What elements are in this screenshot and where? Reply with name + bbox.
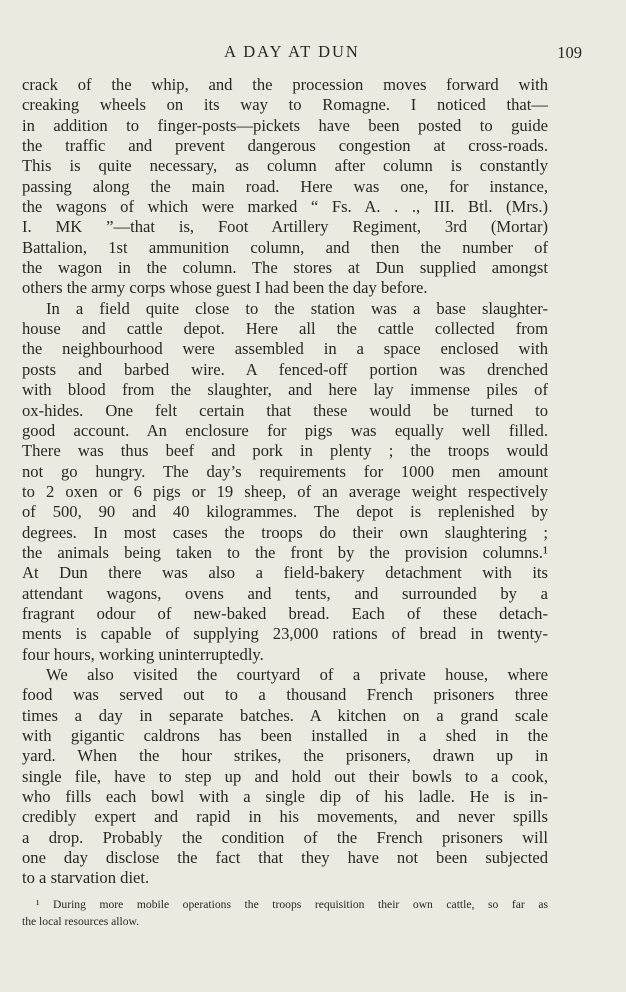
text-line: of 500, 90 and 40 kilogrammes. The depot is replenished by	[22, 502, 548, 522]
text-line: the wagon in the column. The stores at Dun supplied amongst	[22, 258, 548, 278]
text-line: four hours, working uninterruptedly.	[22, 644, 264, 664]
text-line: one day disclose the fact that they have not been subjected	[22, 848, 548, 868]
footnote-line: ¹ During more mobile operations the troops requisition their own cattle, so far as	[36, 898, 548, 911]
text-line: posts and barbed wire. A fenced-off portion was drenched	[22, 359, 548, 379]
text-line: others the army corps whose guest I had been the day before.	[22, 278, 428, 298]
text-line: In a field quite close to the station was a base slaughter-	[46, 298, 548, 318]
footnote	[22, 896, 548, 930]
text-line: house and cattle depot. Here all the cattle collected from	[22, 319, 548, 339]
text-line: the animals being taken to the front by the provision columns.¹	[22, 542, 548, 562]
text-line: who fills each bowl with a single dip of his ladle. He is in-	[22, 787, 548, 807]
text-line: ox-hides. One felt certain that these would be turned to	[22, 400, 548, 420]
text-line: attendant wagons, ovens and tents, and surrounded by a	[22, 583, 548, 603]
text-line: a drop. Probably the condition of the French prisoners will	[22, 827, 548, 847]
text-line: crack of the whip, and the procession moves forward with	[22, 75, 548, 94]
text-line: At Dun there was also a field-bakery detachment with its	[22, 563, 548, 583]
page-header	[22, 40, 582, 64]
text-line: ments is capable of supplying 23,000 rations of bread in twenty-	[22, 624, 548, 644]
text-line: the wagons of which were marked “ Fs. A. . ., III. Btl. (Mrs.)	[22, 197, 548, 217]
text-line: the neighbourhood were assembled in a space enclosed with	[22, 339, 548, 359]
text-line: This is quite necessary, as column after column is constantly	[22, 156, 548, 176]
text-line: in addition to finger-posts—pickets have been posted to guide	[22, 115, 548, 135]
text-line: creaking wheels on its way to Romagne. I noticed that—	[22, 95, 548, 115]
text-line: the traffic and prevent dangerous congestion at cross-roads.	[22, 136, 548, 156]
body-text	[22, 75, 548, 889]
text-line: single file, have to step up and hold out their bowls to a cook,	[22, 766, 548, 786]
page-number: 109	[557, 43, 582, 62]
text-line: times a day in separate batches. A kitchen on a grand scale	[22, 705, 548, 725]
footnote-line: the local resources allow.	[22, 915, 140, 928]
text-line: degrees. In most cases the troops do their own slaughtering ;	[22, 522, 548, 542]
text-line: fragrant odour of new-baked bread. Each of these detach-	[22, 603, 548, 623]
running-title: A DAY AT DUN	[224, 42, 360, 61]
text-line: credibly expert and rapid in his movements, and never spills	[22, 807, 548, 827]
text-line: Battalion, 1st ammunition column, and then the number of	[22, 237, 548, 257]
text-line: yard. When the hour strikes, the prisoners, drawn up in	[22, 746, 548, 766]
text-line: good account. An enclosure for pigs was equally well filled.	[22, 420, 548, 440]
text-line: with gigantic caldrons has been installed in a shed in the	[22, 726, 548, 745]
text-line: We also visited the courtyard of a private house, where	[46, 664, 548, 684]
text-line: passing along the main road. Here was one, for instance,	[22, 176, 548, 196]
text-line: to a starvation diet.	[22, 868, 150, 888]
text-line: I. MK ”—that is, Foot Artillery Regiment, 3rd (Mortar)	[22, 217, 548, 237]
text-line: to 2 oxen or 6 pigs or 19 sheep, of an average weight respectively	[22, 481, 548, 501]
text-line: There was thus beef and pork in plenty ; the troops would	[22, 441, 548, 461]
text-line: not go hungry. The day’s requirements for 1000 men amount	[22, 461, 548, 481]
text-line: with blood from the slaughter, and here lay immense piles of	[22, 380, 548, 400]
text-line: food was served out to a thousand French prisoners three	[22, 685, 548, 705]
